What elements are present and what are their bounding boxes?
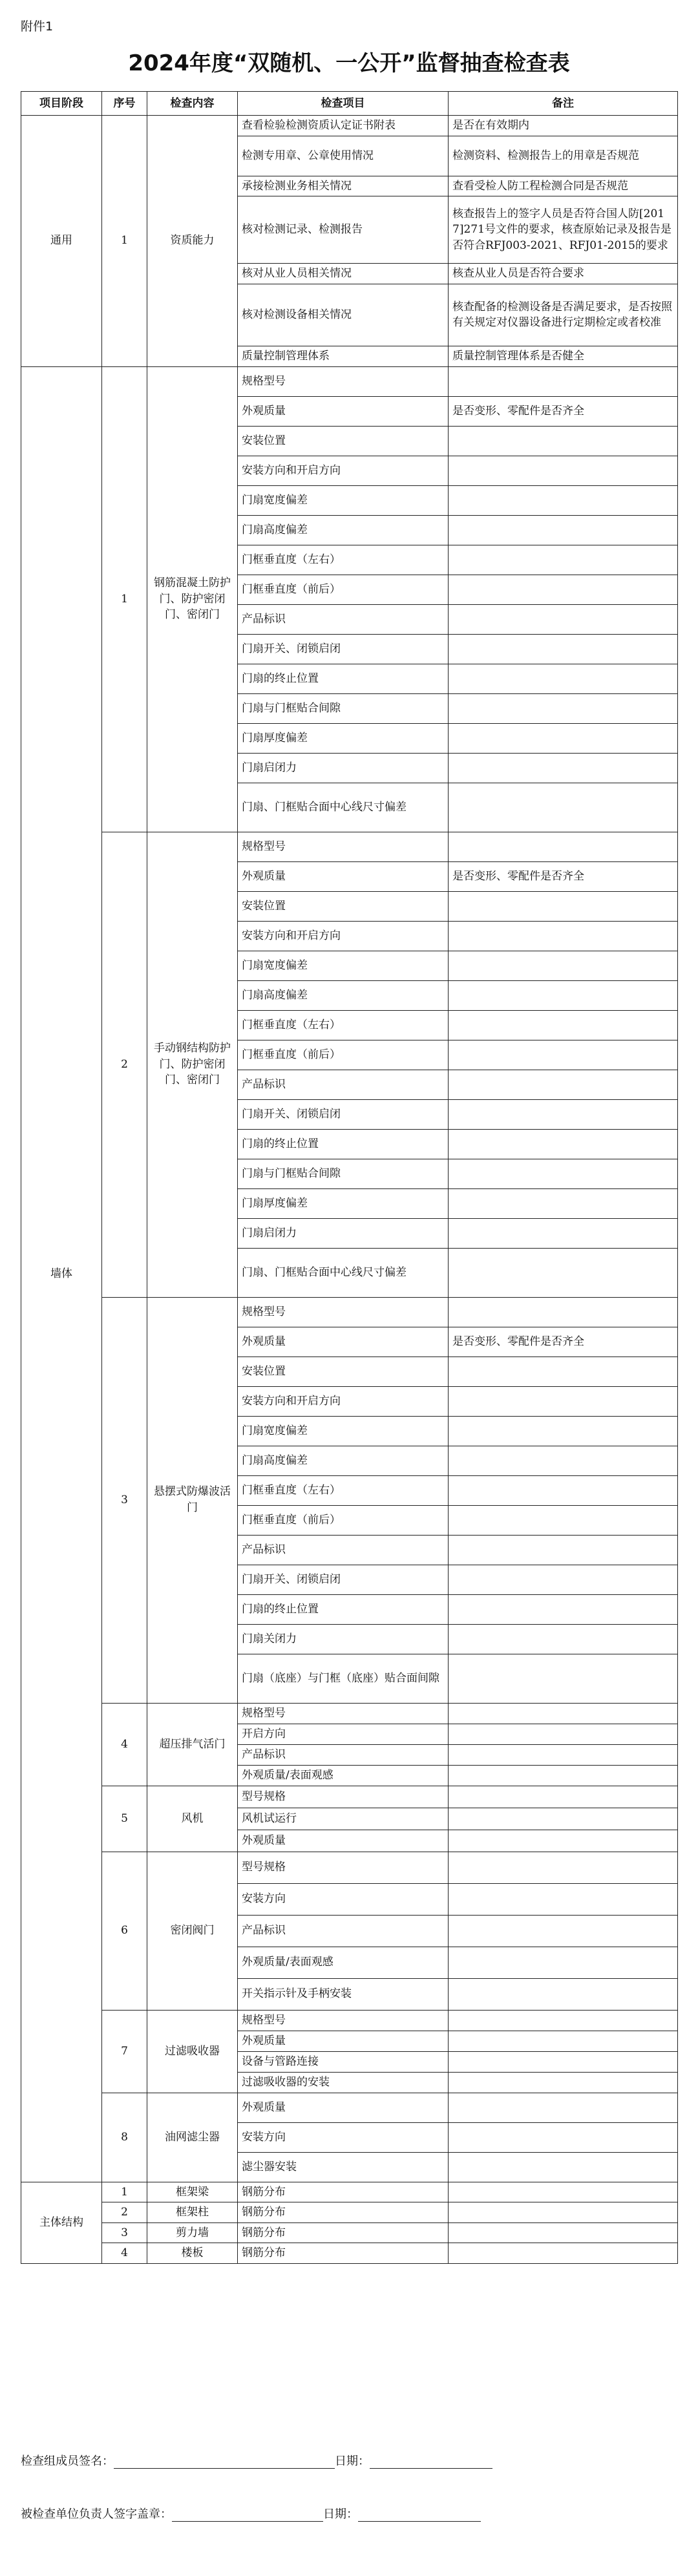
note-cell[interactable]	[449, 1744, 678, 1765]
note-cell[interactable]	[449, 1129, 678, 1159]
seq-cell: 7	[102, 2010, 147, 2093]
content-cell: 手动钢结构防护门、防护密闭门、密闭门	[147, 832, 238, 1297]
note-cell[interactable]	[449, 515, 678, 545]
seq-cell: 4	[102, 2243, 147, 2264]
seq-cell: 6	[102, 1852, 147, 2010]
item-cell: 产品标识	[238, 1070, 449, 1099]
item-cell: 门扇与门框贴合间隙	[238, 1159, 449, 1188]
content-cell: 剪力墙	[147, 2222, 238, 2243]
item-cell: 质量控制管理体系	[238, 346, 449, 366]
note-cell[interactable]	[449, 485, 678, 515]
table-row	[21, 832, 678, 861]
item-cell: 风机试运行	[238, 1808, 449, 1830]
content-cell: 悬摆式防爆波活门	[147, 1297, 238, 1703]
content-cell: 过滤吸收器	[147, 2010, 238, 2093]
note-cell[interactable]	[449, 2182, 678, 2202]
table-header-row	[21, 92, 678, 116]
item-cell: 外观质量/表面观感	[238, 1947, 449, 1978]
item-cell: 门框垂直度（左右）	[238, 1475, 449, 1505]
note-cell[interactable]: 是否变形、零配件是否齐全	[449, 396, 678, 426]
item-cell: 外观质量	[238, 861, 449, 891]
note-cell[interactable]	[449, 2152, 678, 2182]
table-row	[21, 2202, 678, 2223]
item-cell: 核对从业人员相关情况	[238, 264, 449, 284]
seq-cell: 2	[102, 2202, 147, 2223]
item-cell: 滤尘器安装	[238, 2152, 449, 2182]
item-cell: 门扇高度偏差	[238, 515, 449, 545]
note-cell[interactable]	[449, 1883, 678, 1915]
note-cell[interactable]	[449, 1978, 678, 2010]
stage-cell: 通用	[21, 116, 102, 367]
item-cell: 产品标识	[238, 1744, 449, 1765]
note-cell[interactable]	[449, 753, 678, 783]
note-cell[interactable]: 检测资料、检测报告上的用章是否规范	[449, 136, 678, 176]
note-cell[interactable]	[449, 2243, 678, 2264]
seq-cell: 1	[102, 366, 147, 832]
note-cell[interactable]: 查看受检人防工程检测合同是否规范	[449, 176, 678, 196]
note-cell[interactable]	[449, 2051, 678, 2072]
note-cell[interactable]	[449, 1010, 678, 1040]
note-cell[interactable]	[449, 575, 678, 604]
note-cell[interactable]	[449, 921, 678, 951]
note-cell[interactable]	[449, 634, 678, 664]
item-cell: 门扇厚度偏差	[238, 723, 449, 753]
note-cell[interactable]	[449, 2222, 678, 2243]
item-cell: 型号规格	[238, 1786, 449, 1808]
note-cell[interactable]: 质量控制管理体系是否健全	[449, 346, 678, 366]
note-cell[interactable]	[449, 366, 678, 396]
header-seq: 序号	[102, 92, 147, 116]
note-cell[interactable]	[449, 664, 678, 693]
stage-cell: 主体结构	[21, 2182, 102, 2264]
item-cell: 钢筋分布	[238, 2202, 449, 2223]
note-cell[interactable]	[449, 2072, 678, 2093]
item-cell: 门扇宽度偏差	[238, 485, 449, 515]
table-row	[21, 1297, 678, 1327]
note-cell[interactable]	[449, 1297, 678, 1327]
note-cell[interactable]	[449, 1915, 678, 1947]
inspector-signature-line[interactable]	[114, 2455, 335, 2469]
item-cell: 开关指示针及手柄安装	[238, 1978, 449, 2010]
item-cell: 门扇关闭力	[238, 1624, 449, 1654]
table-row	[21, 2222, 678, 2243]
content-cell: 钢筋混凝土防护门、防护密闭门、密闭门	[147, 366, 238, 832]
note-cell[interactable]	[449, 426, 678, 456]
inspector-signature-row	[21, 2452, 677, 2469]
note-cell[interactable]	[449, 1248, 678, 1297]
item-cell: 核对检测设备相关情况	[238, 284, 449, 346]
item-cell: 安装方向	[238, 1883, 449, 1915]
note-cell[interactable]	[449, 1830, 678, 1852]
note-cell[interactable]	[449, 456, 678, 485]
note-cell[interactable]	[449, 1852, 678, 1883]
note-cell[interactable]	[449, 2010, 678, 2031]
item-cell: 门扇厚度偏差	[238, 1188, 449, 1218]
note-cell[interactable]	[449, 2031, 678, 2051]
item-cell: 设备与管路连接	[238, 2051, 449, 2072]
note-cell[interactable]	[449, 891, 678, 921]
item-cell: 外观质量	[238, 2031, 449, 2051]
item-cell: 钢筋分布	[238, 2182, 449, 2202]
note-cell[interactable]	[449, 1786, 678, 1808]
note-cell[interactable]	[449, 1188, 678, 1218]
note-cell[interactable]	[449, 1724, 678, 1744]
note-cell[interactable]	[449, 1475, 678, 1505]
item-cell: 产品标识	[238, 604, 449, 634]
stage-cell: 墙体	[21, 366, 102, 2182]
inspector-signature-label: 检查组成员签名：	[21, 2455, 114, 2468]
note-cell[interactable]	[449, 1357, 678, 1386]
note-cell[interactable]	[449, 832, 678, 861]
table-row	[21, 2182, 678, 2202]
item-cell: 门扇的终止位置	[238, 1594, 449, 1624]
item-cell: 门扇宽度偏差	[238, 1416, 449, 1446]
header-note: 备注	[449, 92, 678, 116]
seq-cell: 1	[102, 2182, 147, 2202]
note-cell[interactable]	[449, 1159, 678, 1188]
note-cell[interactable]	[449, 1703, 678, 1724]
item-cell: 承接检测业务相关情况	[238, 176, 449, 196]
note-cell[interactable]	[449, 693, 678, 723]
note-cell[interactable]: 核查从业人员是否符合要求	[449, 264, 678, 284]
note-cell[interactable]	[449, 1070, 678, 1099]
seq-cell: 8	[102, 2093, 147, 2182]
item-cell: 规格型号	[238, 1297, 449, 1327]
item-cell: 安装方向和开启方向	[238, 456, 449, 485]
header-stage: 项目阶段	[21, 92, 102, 116]
note-cell[interactable]	[449, 1765, 678, 1786]
note-cell[interactable]	[449, 2093, 678, 2122]
note-cell[interactable]	[449, 1624, 678, 1654]
note-cell[interactable]	[449, 1218, 678, 1248]
item-cell: 规格型号	[238, 1703, 449, 1724]
table-row	[21, 1852, 678, 1883]
item-cell: 外观质量/表面观感	[238, 1765, 449, 1786]
note-cell[interactable]	[449, 1446, 678, 1475]
note-cell[interactable]	[449, 545, 678, 575]
content-cell: 楼板	[147, 2243, 238, 2264]
item-cell: 查看检验检测资质认定证书附表	[238, 116, 449, 136]
item-cell: 安装方向和开启方向	[238, 921, 449, 951]
item-cell: 门扇开关、闭锁启闭	[238, 1565, 449, 1594]
table-row	[21, 2010, 678, 2031]
note-cell[interactable]	[449, 1565, 678, 1594]
item-cell: 门扇启闭力	[238, 1218, 449, 1248]
note-cell[interactable]: 核查配备的检测设备是否满足要求，是否按照有关规定对仪器设备进行定期检定或者校准	[449, 284, 678, 346]
inspected-signature-row	[21, 2505, 677, 2522]
inspection-table	[21, 91, 678, 2264]
note-cell[interactable]	[449, 1505, 678, 1535]
item-cell: 门扇高度偏差	[238, 980, 449, 1010]
item-cell: 门框垂直度（左右）	[238, 1010, 449, 1040]
table-row	[21, 116, 678, 136]
note-cell[interactable]	[449, 1416, 678, 1446]
inspected-date-label: 日期：	[323, 2507, 358, 2521]
item-cell: 钢筋分布	[238, 2222, 449, 2243]
item-cell: 钢筋分布	[238, 2243, 449, 2264]
table-row	[21, 2093, 678, 2122]
note-cell[interactable]	[449, 1099, 678, 1129]
note-cell[interactable]	[449, 980, 678, 1010]
content-cell: 框架柱	[147, 2202, 238, 2223]
item-cell: 门扇宽度偏差	[238, 951, 449, 980]
note-cell[interactable]	[449, 1808, 678, 1830]
note-cell[interactable]	[449, 1040, 678, 1070]
item-cell: 安装位置	[238, 426, 449, 456]
item-cell: 门扇、门框贴合面中心线尺寸偏差	[238, 1248, 449, 1297]
seq-cell: 5	[102, 1786, 147, 1852]
note-cell[interactable]	[449, 1594, 678, 1624]
item-cell: 规格型号	[238, 2010, 449, 2031]
content-cell: 风机	[147, 1786, 238, 1852]
note-cell[interactable]	[449, 1386, 678, 1416]
item-cell: 开启方向	[238, 1724, 449, 1744]
note-cell[interactable]	[449, 604, 678, 634]
seq-cell: 1	[102, 116, 147, 367]
table-row	[21, 2243, 678, 2264]
item-cell: 门框垂直度（前后）	[238, 575, 449, 604]
item-cell: 门扇的终止位置	[238, 664, 449, 693]
item-cell: 安装位置	[238, 1357, 449, 1386]
note-cell[interactable]	[449, 951, 678, 980]
item-cell: 门扇开关、闭锁启闭	[238, 634, 449, 664]
item-cell: 门扇与门框贴合间隙	[238, 693, 449, 723]
content-cell: 油网滤尘器	[147, 2093, 238, 2182]
item-cell: 安装位置	[238, 891, 449, 921]
note-cell[interactable]	[449, 1654, 678, 1703]
page-title: 2024年度“双随机、一公开”监督抽查检查表	[128, 50, 570, 76]
item-cell: 过滤吸收器的安装	[238, 2072, 449, 2093]
item-cell: 产品标识	[238, 1535, 449, 1565]
content-cell: 资质能力	[147, 116, 238, 367]
item-cell: 型号规格	[238, 1852, 449, 1883]
note-cell[interactable]: 是否变形、零配件是否齐全	[449, 861, 678, 891]
note-cell[interactable]: 是否在有效期内	[449, 116, 678, 136]
note-cell[interactable]	[449, 2122, 678, 2152]
seq-cell: 3	[102, 1297, 147, 1703]
inspector-date-line[interactable]	[370, 2455, 492, 2469]
item-cell: 门扇、门框贴合面中心线尺寸偏差	[238, 783, 449, 832]
seq-cell: 2	[102, 832, 147, 1297]
seq-cell: 4	[102, 1703, 147, 1786]
content-cell: 框架梁	[147, 2182, 238, 2202]
item-cell: 外观质量	[238, 1327, 449, 1357]
note-cell[interactable]	[449, 1947, 678, 1978]
item-cell: 门扇的终止位置	[238, 1129, 449, 1159]
content-cell: 密闭阀门	[147, 1852, 238, 2010]
inspector-date-label: 日期：	[335, 2455, 370, 2468]
item-cell: 外观质量	[238, 2093, 449, 2122]
attachment-label: 附件1	[21, 19, 54, 34]
item-cell: 门扇开关、闭锁启闭	[238, 1099, 449, 1129]
item-cell: 门扇（底座）与门框（底座）贴合面间隙	[238, 1654, 449, 1703]
item-cell: 检测专用章、公章使用情况	[238, 136, 449, 176]
inspected-signature-label: 被检查单位负责人签字盖章：	[21, 2507, 172, 2521]
item-cell: 产品标识	[238, 1915, 449, 1947]
note-cell[interactable]: 是否变形、零配件是否齐全	[449, 1327, 678, 1357]
item-cell: 门框垂直度（前后）	[238, 1040, 449, 1070]
item-cell: 门扇高度偏差	[238, 1446, 449, 1475]
note-cell[interactable]: 核查报告上的签字人员是否符合国人防[2017]271号文件的要求，核查原始记录及报告是否符合RFJ003-2021、RFJ01-2015的要求	[449, 196, 678, 264]
header-content: 检查内容	[147, 92, 238, 116]
item-cell: 规格型号	[238, 832, 449, 861]
seq-cell: 3	[102, 2222, 147, 2243]
item-cell: 门框垂直度（左右）	[238, 545, 449, 575]
content-cell: 超压排气活门	[147, 1703, 238, 1786]
item-cell: 安装方向	[238, 2122, 449, 2152]
item-cell: 规格型号	[238, 366, 449, 396]
item-cell: 安装方向和开启方向	[238, 1386, 449, 1416]
table-body	[21, 116, 678, 2264]
inspected-date-line[interactable]	[358, 2508, 481, 2522]
note-cell[interactable]	[449, 723, 678, 753]
note-cell[interactable]	[449, 2202, 678, 2223]
item-cell: 外观质量	[238, 1830, 449, 1852]
table-row	[21, 366, 678, 396]
table-row	[21, 1703, 678, 1724]
note-cell[interactable]	[449, 1535, 678, 1565]
item-cell: 门扇启闭力	[238, 753, 449, 783]
note-cell[interactable]	[449, 783, 678, 832]
item-cell: 门框垂直度（前后）	[238, 1505, 449, 1535]
header-item: 检查项目	[238, 92, 449, 116]
inspected-signature-line[interactable]	[172, 2508, 323, 2522]
item-cell: 核对检测记录、检测报告	[238, 196, 449, 264]
item-cell: 外观质量	[238, 396, 449, 426]
table-row	[21, 1786, 678, 1808]
